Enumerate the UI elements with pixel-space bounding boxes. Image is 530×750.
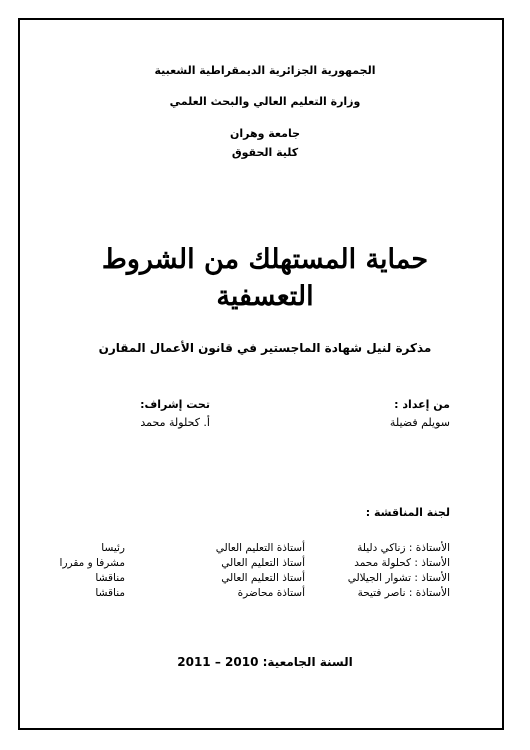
prepared-by-name: سويلم فضيلة — [389, 416, 450, 429]
member-rank: أستاذ التعليم العالي — [221, 557, 305, 569]
member-role: مناقشا — [95, 572, 125, 584]
page-border — [18, 18, 504, 730]
supervisor-label: تحت إشراف: — [140, 398, 210, 411]
republic-heading: الجمهورية الجزائرية الديمقراطية الشعبية — [154, 64, 376, 77]
member-name: الأستاذ : تشوار الجيلالي — [347, 572, 450, 584]
member-name: الأستاذة : ناصر فتيحة — [357, 587, 450, 599]
ministry-heading: وزارة التعليم العالي والبحث العلمي — [169, 95, 361, 108]
committee-heading: لجنة المناقشة : — [365, 506, 450, 519]
member-rank: أستاذة التعليم العالي — [215, 542, 305, 554]
university-heading: جامعة وهران — [229, 127, 301, 140]
member-role: مشرفا و مقررا — [59, 557, 125, 569]
academic-year: السنة الجامعية: 2010 – 2011 — [177, 655, 353, 669]
prepared-by-label: من إعداد : — [394, 398, 450, 411]
thesis-subtitle: مذكرة لنيل شهادة الماجستير في قانون الأعمال المقارن — [98, 341, 432, 355]
faculty-heading: كلية الحقوق — [231, 146, 299, 159]
member-name: الأستاذ : كحلولة محمد — [354, 557, 450, 569]
member-rank: أستاذ التعليم العالي — [221, 572, 305, 584]
thesis-title-line1: حماية المستهلك من الشروط — [101, 244, 429, 275]
supervisor-name: أ. كحلولة محمد — [140, 416, 210, 429]
member-role: رئيسا — [101, 542, 125, 554]
member-role: مناقشا — [95, 587, 125, 599]
thesis-title-line2: التعسفية — [216, 281, 314, 312]
member-name: الأستاذة : زناكي دليلة — [357, 542, 450, 554]
member-rank: أستاذة محاضرة — [237, 587, 305, 599]
